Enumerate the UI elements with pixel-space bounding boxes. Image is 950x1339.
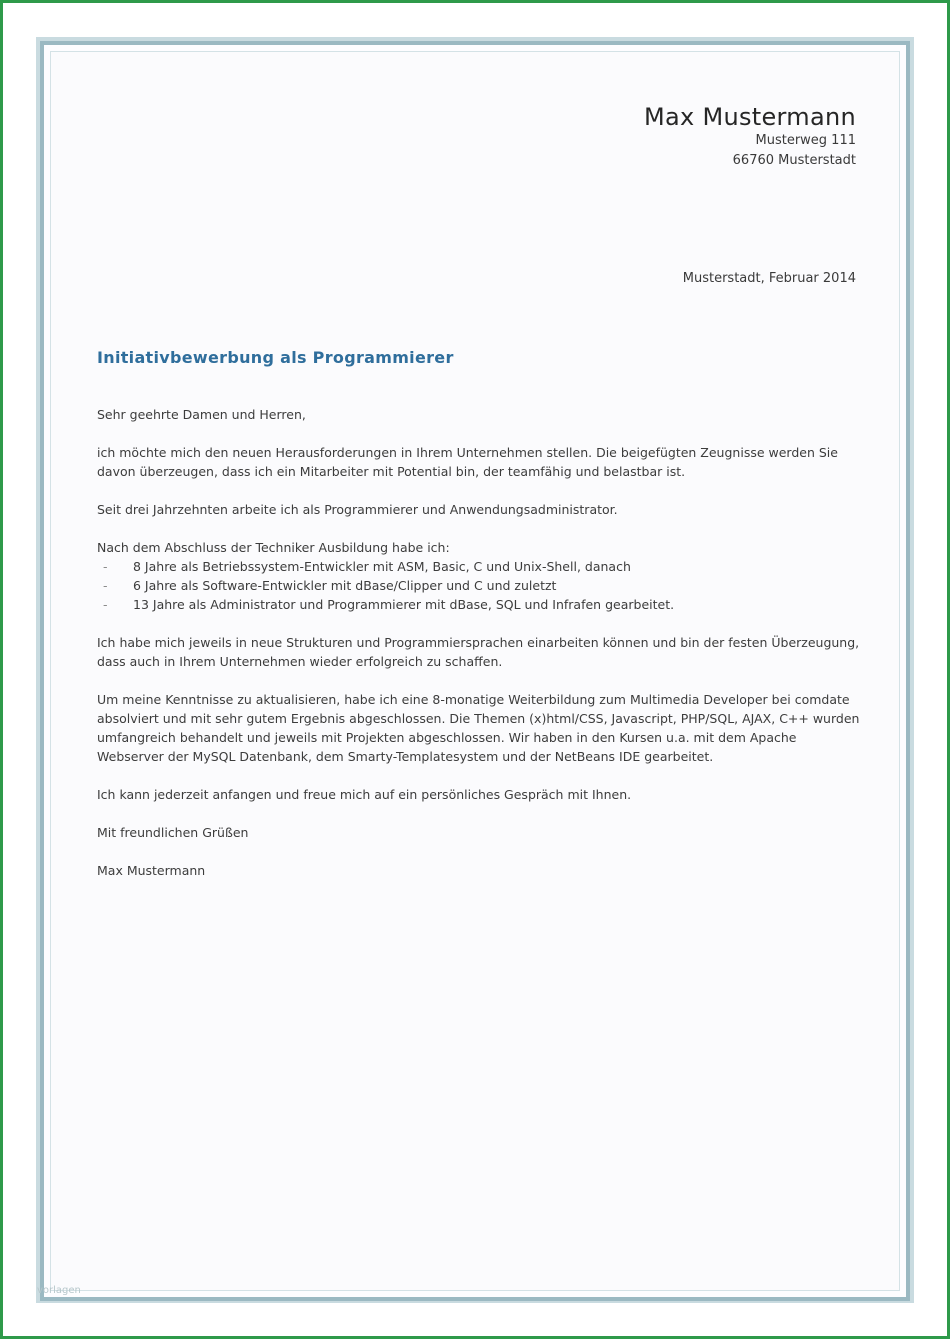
closing: Mit freundlichen Grüßen xyxy=(97,825,249,840)
sender-city: 66760 Musterstadt xyxy=(732,153,856,168)
list-item-text: 6 Jahre als Software-Entwickler mit dBase/Clipper und C und zuletzt xyxy=(133,578,557,593)
list-dash: - xyxy=(103,597,108,612)
signature-name: Max Mustermann xyxy=(97,863,206,878)
paragraph-experience: Seit drei Jahrzehnten arbeite ich als Programmierer und Anwendungsadministrator. xyxy=(97,502,618,517)
letter-date: Musterstadt, Februar 2014 xyxy=(682,271,856,286)
list-item-text: 8 Jahre als Betriebssystem-Entwickler mit ASM, Basic, C und Unix-Shell, danach xyxy=(133,559,631,574)
experience-list xyxy=(97,557,861,614)
paragraph-adaptability: Ich habe mich jeweils in neue Strukturen und Programmiersprachen einarbeiten können und bin der festen Überzeugung, dass auch in Ihrem Unternehmen wieder erfolgreich zu schaffen. xyxy=(97,635,860,669)
letter-page-inner xyxy=(50,51,900,1291)
paragraph-availability: Ich kann jederzeit anfangen und freue mich auf ein persönliches Gespräch mit Ihnen. xyxy=(97,787,632,802)
list-item xyxy=(97,595,861,614)
list-item xyxy=(97,576,861,595)
sender-name: Max Mustermann xyxy=(644,103,856,131)
list-item xyxy=(97,557,861,576)
list-item-text: 13 Jahre als Administrator und Programmierer mit dBase, SQL und Infrafen gearbeitet. xyxy=(133,597,675,612)
watermark: vorlagen xyxy=(37,1285,81,1296)
paragraph-intro: ich möchte mich den neuen Herausforderungen in Ihrem Unternehmen stellen. Die beigefügten Zeugnisse werden Sie davon überzeugen, dass ich ein Mitarbeiter mit Potential bin, der teamfähig und belastbar ist. xyxy=(97,445,838,479)
paragraph-training: Um meine Kenntnisse zu aktualisieren, habe ich eine 8-monatige Weiterbildung zum Multimedia Developer bei comdate absolviert und mit sehr gutem Ergebnis abgeschlossen. Die Themen (x)html/CSS, Javascript, PHP/SQL, AJAX, C++ wurden umfangreich behandelt und jeweils mit Projekten abgeschlossen. Wir haben in den Kursen u.a. mit dem Apache Webserver der MySQL Datenbank, dem Smarty-Templatesystem und der NetBeans IDE gearbeitet. xyxy=(97,692,860,764)
list-dash: - xyxy=(103,578,108,593)
list-dash: - xyxy=(103,559,108,574)
letter-page xyxy=(40,41,910,1301)
sender-street: Musterweg 111 xyxy=(755,133,856,148)
paragraph-list-intro: Nach dem Abschluss der Techniker Ausbildung habe ich: xyxy=(97,540,450,555)
letter-subject: Initiativbewerbung als Programmierer xyxy=(97,348,454,367)
letter-body xyxy=(97,405,861,899)
salutation: Sehr geehrte Damen und Herren, xyxy=(97,407,306,422)
sender-block xyxy=(644,103,856,171)
